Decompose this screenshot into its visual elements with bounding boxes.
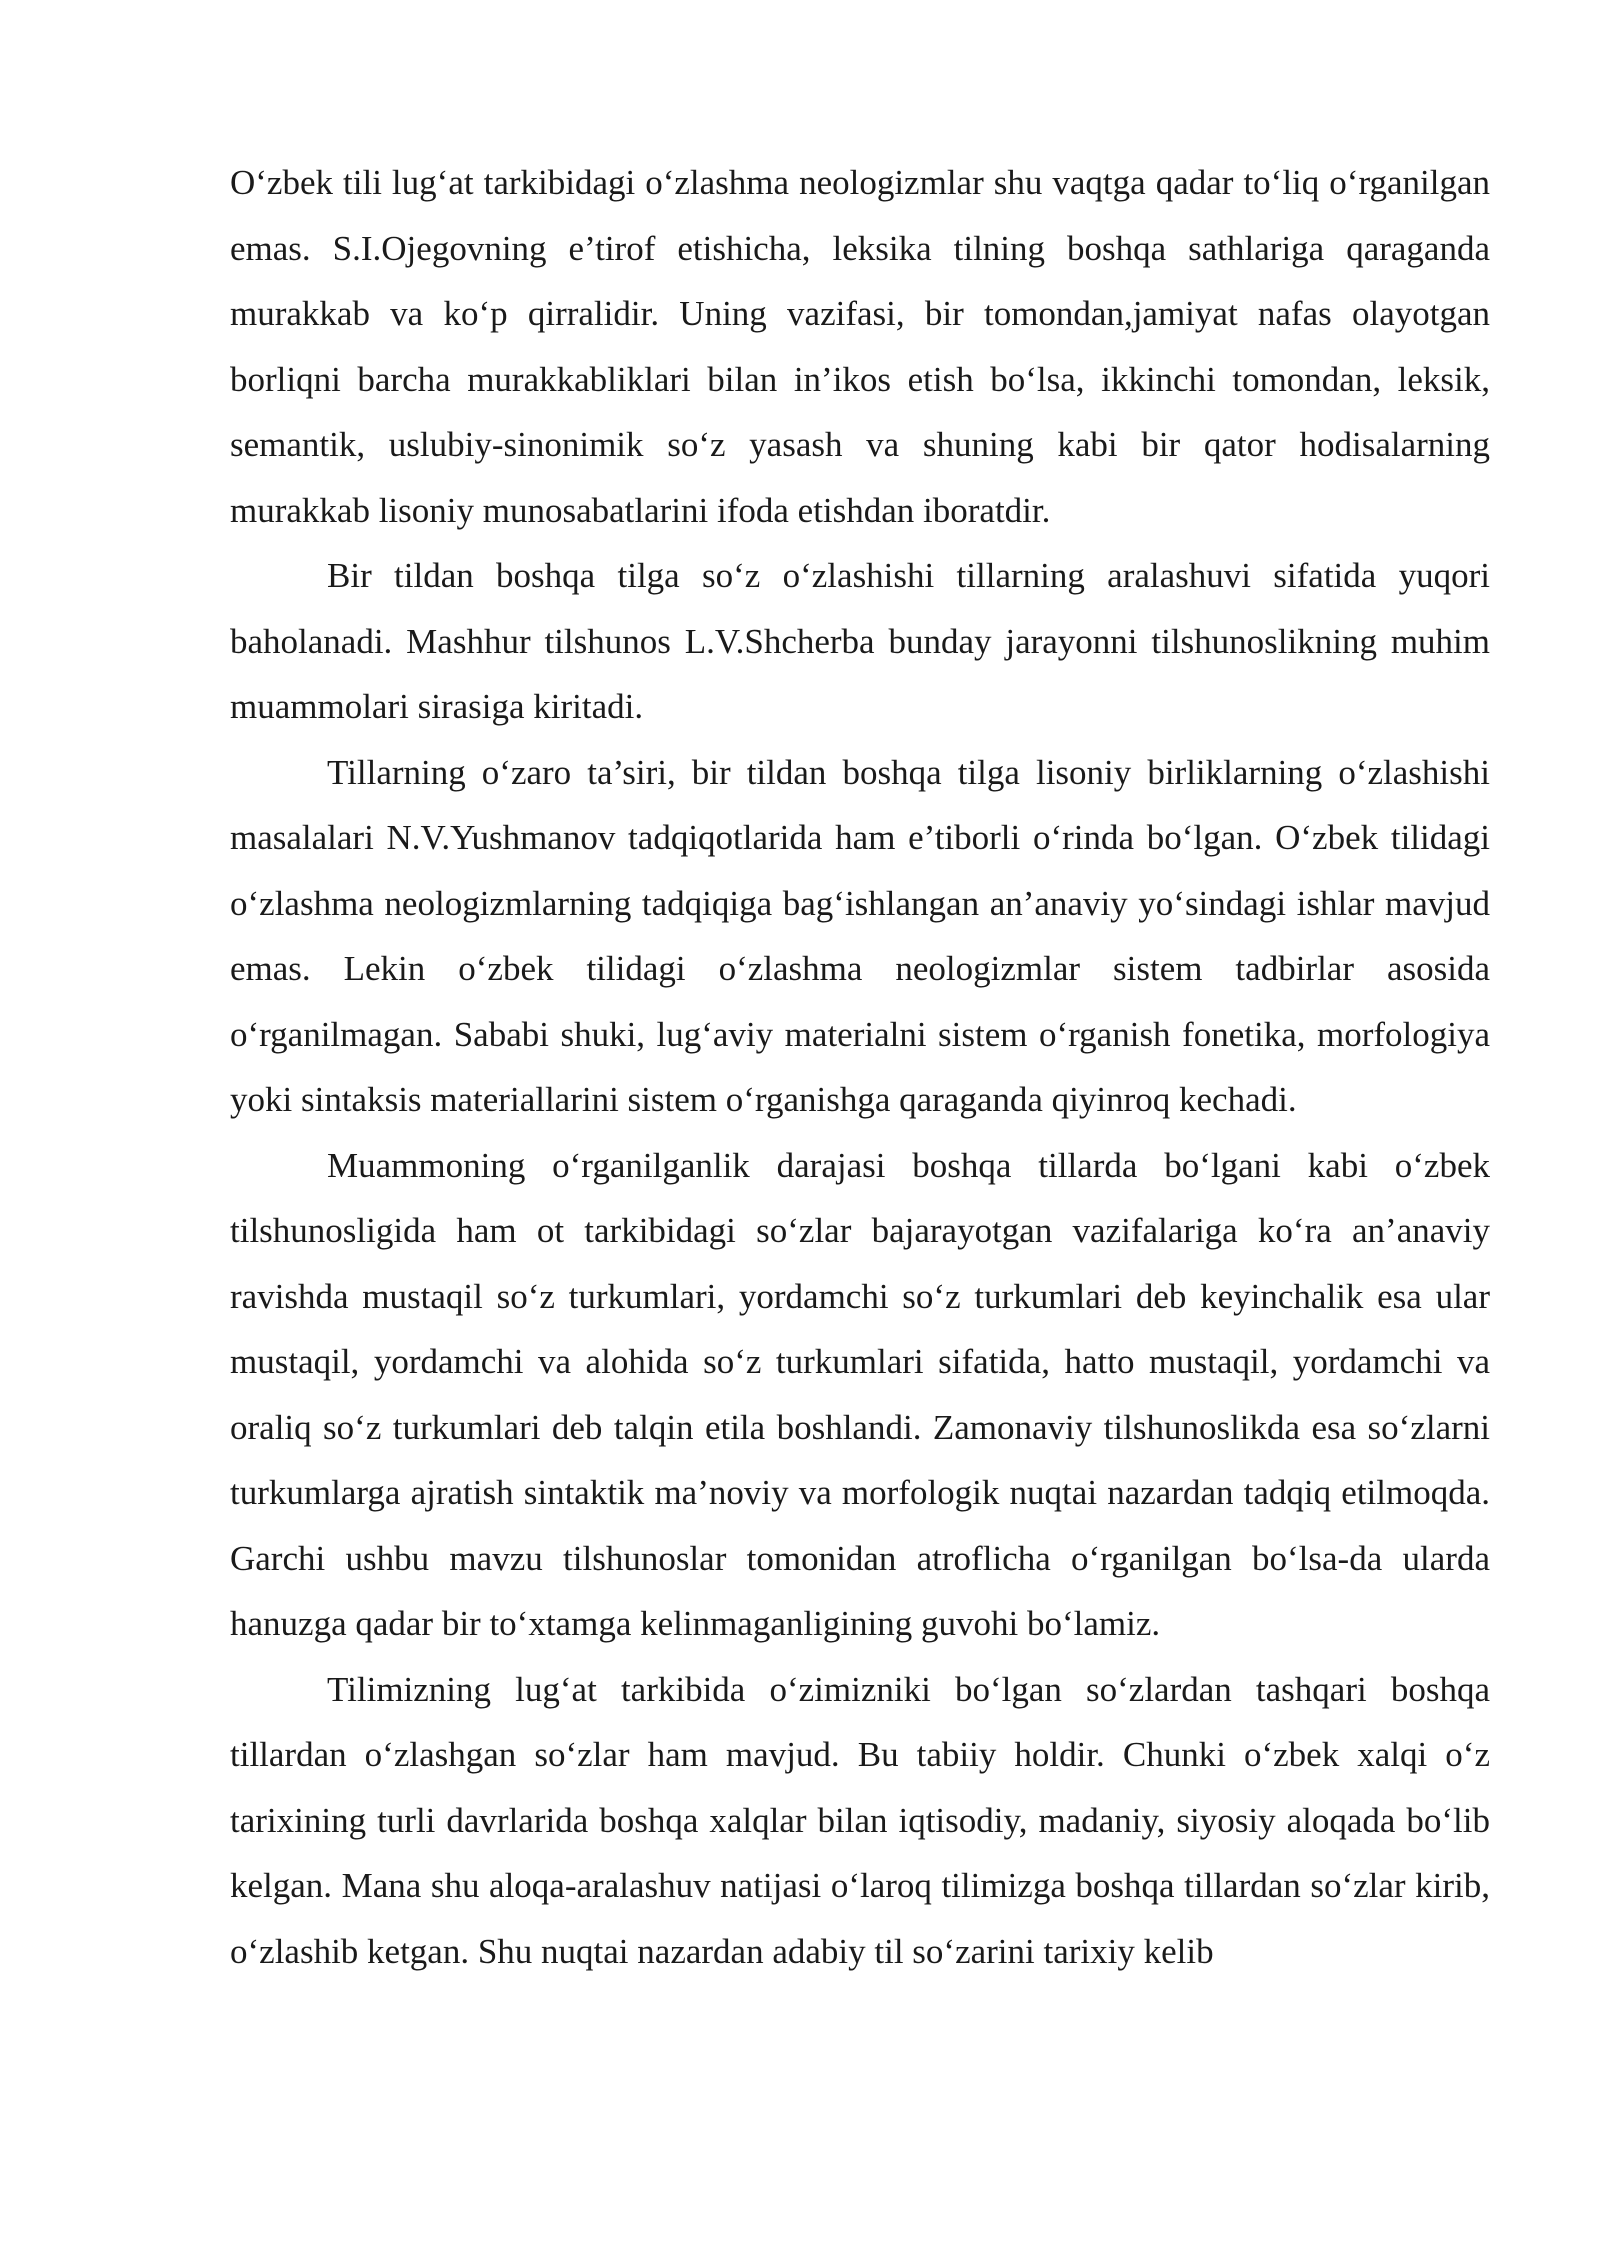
paragraph-3: Tillarning o‘zaro ta’siri, bir tildan boshqa tilga lisoniy birliklarning o‘zlashishi masalalari N.V.Yushmanov tadqiqotlarida ham e’tiborli o‘rinda bo‘lgan. O‘zbek tilidagi o‘zlashma neologizmlarning tadqiqiga bag‘ishlangan an’anaviy yo‘sindagi ishlar mavjud emas. Lekin o‘zbek tilidagi o‘zlashma neologizmlar sistem tadbirlar asosida o‘rganilmagan. Sababi shuki, lug‘aviy materialni sistem o‘rganish fonetika, morfologiya yoki sintaksis materiallarini sistem o‘rganishga qaraganda qiyinroq kechadi. <box>230 752 1490 1119</box>
paragraph-5: Tilimizning lug‘at tarkibida o‘zimizniki bo‘lgan so‘zlardan tashqari boshqa tillardan o‘zlashgan so‘zlar ham mavjud. Bu tabiiy holdir. Chunki o‘zbek xalqi o‘z tarixining turli davrlarida boshqa xalqlar bilan iqtisodiy, madaniy, siyosiy aloqada bo‘lib kelgan. Mana shu aloqa-aralashuv natijasi o‘laroq tilimizga boshqa tillardan so‘zlar kirib, o‘zlashib ketgan. Shu nuqtai nazardan adabiy til so‘zarini tarixiy kelib <box>230 1669 1490 1971</box>
paragraph-2: Bir tildan boshqa tilga so‘z o‘zlashishi tillarning aralashuvi sifatida yuqori baholanadi. Mashhur tilshunos L.V.Shcherba bunday jarayonni tilshunoslikning muhim muammolari sirasiga kiritadi. <box>230 556 1490 726</box>
paragraph-1: O‘zbek tili lug‘at tarkibidagi o‘zlashma neologizmlar shu vaqtga qadar to‘liq o‘rganilgan emas. S.I.Ojegovning e’tirof etishicha, leksika tilning boshqa sathlariga qaraganda murakkab va ko‘p qirralidir. Uning vazifasi, bir tomondan,jamiyat nafas olayotgan borliqni barcha murakkabliklari bilan in’ikos etish bo‘lsa, ikkinchi tomondan, leksik, semantik, uslubiy-sinonimik so‘z yasash va shuning kabi bir qator hodisalarning murakkab lisoniy munosabatlarini ifoda etishdan iboratdir. <box>230 163 1490 530</box>
document-page <box>230 150 1490 1984</box>
paragraph-4: Muammoning o‘rganilganlik darajasi boshqa tillarda bo‘lgani kabi o‘zbek tilshunosligida ham ot tarkibidagi so‘zlar bajarayotgan vazifalariga ko‘ra an’anaviy ravishda mustaqil so‘z turkumlari, yordamchi so‘z turkumlari deb keyinchalik esa ular mustaqil, yordamchi va alohida so‘z turkumlari sifatida, hatto mustaqil, yordamchi va oraliq so‘z turkumlari deb talqin etila boshlandi. Zamonaviy tilshunoslikda esa so‘zlarni turkumlarga ajratish sintaktik ma’noviy va morfologik nuqtai nazardan tadqiq etilmoqda. Garchi ushbu mavzu tilshunoslar tomonidan atroflicha o‘rganilgan bo‘lsa-da ularda hanuzga qadar bir to‘xtamga kelinmaganligining guvohi bo‘lamiz. <box>230 1145 1490 1643</box>
